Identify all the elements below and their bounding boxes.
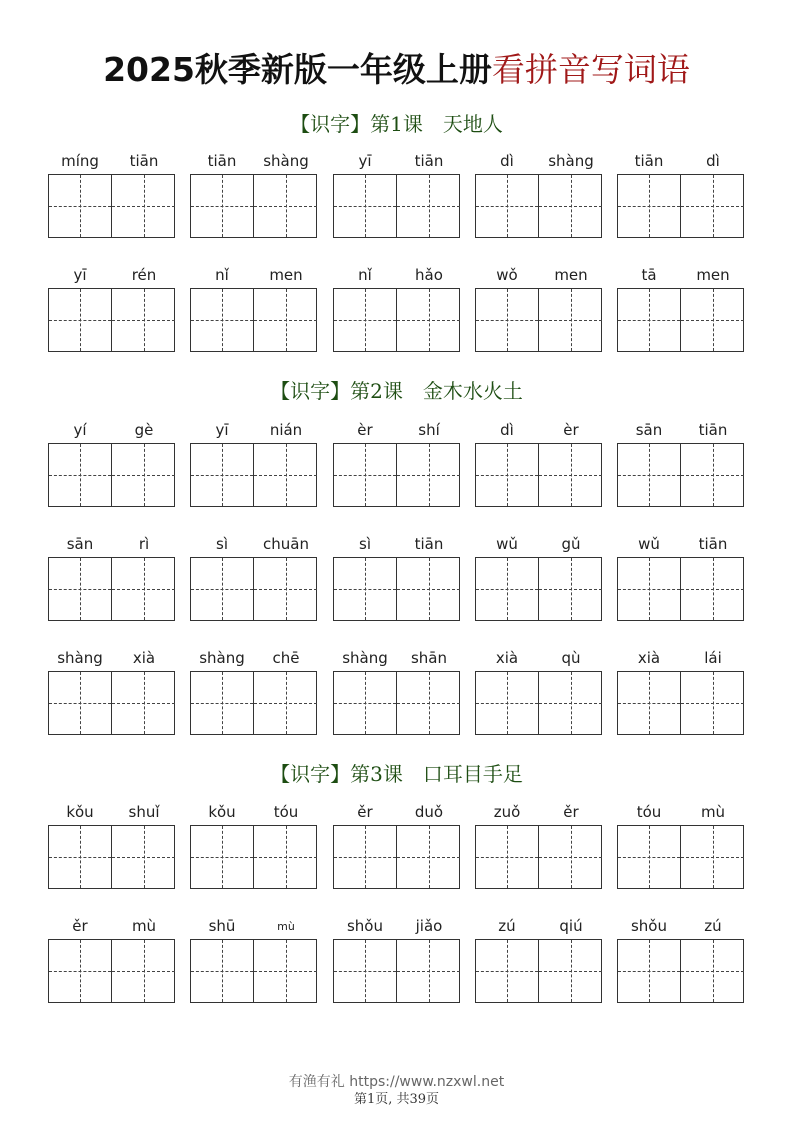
tian-zi-cell[interactable] <box>112 175 175 237</box>
tian-zi-cell[interactable] <box>49 826 112 888</box>
guide-line-horizontal <box>334 475 396 476</box>
guide-line-horizontal <box>112 971 175 972</box>
tian-zi-cell[interactable] <box>49 289 112 351</box>
tian-zi-cell[interactable] <box>618 826 681 888</box>
guide-line-horizontal <box>334 589 396 590</box>
pinyin-label: shàng <box>548 152 594 170</box>
word-row <box>48 535 748 625</box>
pinyin-label: qù <box>561 649 581 667</box>
word-item <box>48 266 176 356</box>
tian-zi-cell[interactable] <box>254 175 317 237</box>
tian-zi-cell[interactable] <box>397 444 460 506</box>
word-item <box>190 421 318 511</box>
pinyin-label: hǎo <box>415 266 443 284</box>
word-item <box>190 649 318 739</box>
pinyin-label: ěr <box>563 803 579 821</box>
writing-grid[interactable] <box>333 939 460 1003</box>
watermark: 有渔有礼 https://www.nzxwl.net <box>288 1074 505 1090</box>
tian-zi-cell[interactable] <box>191 826 254 888</box>
tian-zi-cell[interactable] <box>334 940 397 1002</box>
guide-line-horizontal <box>618 589 680 590</box>
writing-grid[interactable] <box>190 825 317 889</box>
tian-zi-cell[interactable] <box>334 444 397 506</box>
pinyin-label: xià <box>637 649 661 667</box>
word-item <box>333 917 461 1007</box>
word-item <box>48 649 176 739</box>
pinyin-label: tóu <box>273 803 299 821</box>
pinyin-label: gè <box>134 421 154 439</box>
tian-zi-cell[interactable] <box>681 444 744 506</box>
tian-zi-cell[interactable] <box>681 289 744 351</box>
guide-line-horizontal <box>49 589 111 590</box>
pinyin-label: nián <box>269 421 303 439</box>
pinyin-label: qiú <box>559 917 583 935</box>
guide-line-horizontal <box>112 206 175 207</box>
guide-line-horizontal <box>191 857 253 858</box>
tian-zi-cell[interactable] <box>254 672 317 734</box>
pinyin-label: shí <box>418 421 440 439</box>
guide-line-horizontal <box>476 703 538 704</box>
pinyin-label: shàng <box>263 152 309 170</box>
tian-zi-cell[interactable] <box>539 175 602 237</box>
tian-zi-cell[interactable] <box>476 672 539 734</box>
word-row <box>48 421 748 511</box>
guide-line-horizontal <box>618 971 680 972</box>
word-item <box>48 152 176 242</box>
pinyin-label: yī <box>215 421 229 439</box>
pinyin-label: tā <box>641 266 657 284</box>
pinyin-label: men <box>696 266 730 284</box>
guide-line-horizontal <box>191 475 253 476</box>
guide-line-horizontal <box>254 971 317 972</box>
guide-line-horizontal <box>539 320 602 321</box>
tian-zi-cell[interactable] <box>618 289 681 351</box>
tian-zi-cell[interactable] <box>191 940 254 1002</box>
guide-line-horizontal <box>618 206 680 207</box>
word-item <box>333 535 461 625</box>
word-item <box>475 917 603 1007</box>
guide-line-horizontal <box>476 206 538 207</box>
lesson-heading: 【识字】第1课 天地人 <box>290 112 503 136</box>
pinyin-label: zuǒ <box>493 803 521 821</box>
word-item <box>333 649 461 739</box>
word-item <box>190 803 318 893</box>
guide-line-horizontal <box>191 206 253 207</box>
guide-line-horizontal <box>191 703 253 704</box>
tian-zi-cell[interactable] <box>49 558 112 620</box>
title-black: 2025秋季新版一年级上册 <box>103 50 492 89</box>
pinyin-label: xià <box>495 649 519 667</box>
word-item <box>475 649 603 739</box>
writing-grid[interactable] <box>333 174 460 238</box>
guide-line-horizontal <box>49 475 111 476</box>
page-number: 第1页, 共39页 <box>353 1092 440 1107</box>
tian-zi-cell[interactable] <box>112 558 175 620</box>
lesson-heading: 【识字】第3课 口耳目手足 <box>270 762 523 786</box>
pinyin-label: tiān <box>129 152 159 170</box>
guide-line-horizontal <box>334 320 396 321</box>
pinyin-label: tiān <box>414 535 444 553</box>
pinyin-label: kǒu <box>208 803 236 821</box>
tian-zi-cell[interactable] <box>334 826 397 888</box>
tian-zi-cell[interactable] <box>334 289 397 351</box>
writing-grid[interactable] <box>617 671 744 735</box>
tian-zi-cell[interactable] <box>618 672 681 734</box>
tian-zi-cell[interactable] <box>681 672 744 734</box>
pinyin-label: tóu <box>636 803 662 821</box>
tian-zi-cell[interactable] <box>191 672 254 734</box>
pinyin-label: yī <box>358 152 372 170</box>
writing-grid[interactable] <box>617 939 744 1003</box>
guide-line-horizontal <box>681 857 744 858</box>
guide-line-horizontal <box>397 320 460 321</box>
guide-line-horizontal <box>397 703 460 704</box>
writing-grid[interactable] <box>48 288 175 352</box>
tian-zi-cell[interactable] <box>476 289 539 351</box>
page-title <box>0 44 793 91</box>
guide-line-horizontal <box>539 206 602 207</box>
pinyin-label: dì <box>500 152 514 170</box>
tian-zi-cell[interactable] <box>397 289 460 351</box>
word-item <box>617 803 745 893</box>
guide-line-horizontal <box>191 589 253 590</box>
pinyin-label: nǐ <box>215 266 229 284</box>
writing-grid[interactable] <box>333 671 460 735</box>
tian-zi-cell[interactable] <box>539 289 602 351</box>
guide-line-horizontal <box>539 971 602 972</box>
pinyin-label: sì <box>359 535 371 553</box>
tian-zi-cell[interactable] <box>476 940 539 1002</box>
pinyin-label: tiān <box>414 152 444 170</box>
pinyin-label: sān <box>66 535 94 553</box>
word-item <box>617 421 745 511</box>
tian-zi-cell[interactable] <box>681 175 744 237</box>
pinyin-label: ěr <box>72 917 88 935</box>
writing-grid[interactable] <box>190 443 317 507</box>
guide-line-horizontal <box>681 206 744 207</box>
guide-line-horizontal <box>334 703 396 704</box>
writing-grid[interactable] <box>190 288 317 352</box>
guide-line-horizontal <box>397 475 460 476</box>
guide-line-horizontal <box>112 475 175 476</box>
tian-zi-cell[interactable] <box>49 444 112 506</box>
guide-line-horizontal <box>618 703 680 704</box>
writing-grid[interactable] <box>48 825 175 889</box>
word-row <box>48 917 748 1007</box>
word-item <box>475 266 603 356</box>
pinyin-label: nǐ <box>358 266 372 284</box>
tian-zi-cell[interactable] <box>618 175 681 237</box>
word-item <box>48 421 176 511</box>
tian-zi-cell[interactable] <box>539 558 602 620</box>
guide-line-horizontal <box>112 703 175 704</box>
tian-zi-cell[interactable] <box>112 826 175 888</box>
pinyin-label: shān <box>410 649 448 667</box>
word-item <box>475 535 603 625</box>
guide-line-horizontal <box>476 320 538 321</box>
tian-zi-cell[interactable] <box>112 672 175 734</box>
pinyin-label: sì <box>216 535 228 553</box>
tian-zi-cell[interactable] <box>112 289 175 351</box>
tian-zi-cell[interactable] <box>397 826 460 888</box>
tian-zi-cell[interactable] <box>476 175 539 237</box>
tian-zi-cell[interactable] <box>397 175 460 237</box>
word-item <box>617 266 745 356</box>
tian-zi-cell[interactable] <box>334 672 397 734</box>
word-item <box>48 535 176 625</box>
guide-line-horizontal <box>397 971 460 972</box>
guide-line-horizontal <box>539 589 602 590</box>
word-item <box>190 917 318 1007</box>
tian-zi-cell[interactable] <box>476 558 539 620</box>
pinyin-label: yí <box>73 421 87 439</box>
word-item <box>190 266 318 356</box>
guide-line-horizontal <box>49 206 111 207</box>
pinyin-label: shǒu <box>346 917 383 935</box>
guide-line-horizontal <box>49 703 111 704</box>
guide-line-horizontal <box>191 320 253 321</box>
guide-line-horizontal <box>254 589 317 590</box>
guide-line-horizontal <box>618 320 680 321</box>
tian-zi-cell[interactable] <box>618 940 681 1002</box>
word-item <box>333 421 461 511</box>
pinyin-label: tiān <box>698 535 728 553</box>
pinyin-label: kǒu <box>66 803 94 821</box>
writing-grid[interactable] <box>475 671 602 735</box>
guide-line-horizontal <box>254 703 317 704</box>
word-item <box>48 917 176 1007</box>
guide-line-horizontal <box>618 475 680 476</box>
writing-grid[interactable] <box>333 825 460 889</box>
word-item <box>475 421 603 511</box>
tian-zi-cell[interactable] <box>191 289 254 351</box>
tian-zi-cell[interactable] <box>254 444 317 506</box>
word-row <box>48 803 748 893</box>
tian-zi-cell[interactable] <box>476 826 539 888</box>
tian-zi-cell[interactable] <box>334 558 397 620</box>
writing-grid[interactable] <box>190 174 317 238</box>
tian-zi-cell[interactable] <box>191 175 254 237</box>
guide-line-horizontal <box>397 589 460 590</box>
guide-line-horizontal <box>476 475 538 476</box>
tian-zi-cell[interactable] <box>397 558 460 620</box>
pinyin-label: mù <box>277 920 295 933</box>
pinyin-label: men <box>269 266 303 284</box>
tian-zi-cell[interactable] <box>49 672 112 734</box>
guide-line-horizontal <box>618 857 680 858</box>
word-item <box>190 535 318 625</box>
lesson-heading: 【识字】第2课 金木水火土 <box>270 379 523 403</box>
pinyin-label: sān <box>635 421 663 439</box>
guide-line-horizontal <box>254 320 317 321</box>
guide-line-horizontal <box>334 971 396 972</box>
pinyin-label: mù <box>131 917 157 935</box>
pinyin-label: lái <box>704 649 722 667</box>
pinyin-label: wǒ <box>496 266 518 284</box>
guide-line-horizontal <box>397 206 460 207</box>
writing-grid[interactable] <box>475 939 602 1003</box>
guide-line-horizontal <box>254 206 317 207</box>
tian-zi-cell[interactable] <box>334 175 397 237</box>
tian-zi-cell[interactable] <box>539 444 602 506</box>
tian-zi-cell[interactable] <box>397 672 460 734</box>
guide-line-horizontal <box>49 857 111 858</box>
word-row <box>48 152 748 242</box>
writing-grid[interactable] <box>48 671 175 735</box>
word-item <box>617 535 745 625</box>
pinyin-label: rì <box>138 535 150 553</box>
guide-line-horizontal <box>254 857 317 858</box>
tian-zi-cell[interactable] <box>681 558 744 620</box>
pinyin-label: jiǎo <box>415 917 443 935</box>
writing-grid[interactable] <box>48 174 175 238</box>
pinyin-label: tiān <box>698 421 728 439</box>
guide-line-horizontal <box>112 857 175 858</box>
pinyin-label: chuān <box>263 535 309 553</box>
word-item <box>48 803 176 893</box>
pinyin-label: xià <box>132 649 156 667</box>
writing-grid[interactable] <box>48 443 175 507</box>
pinyin-label: tiān <box>634 152 664 170</box>
writing-grid[interactable] <box>617 557 744 621</box>
tian-zi-cell[interactable] <box>476 444 539 506</box>
tian-zi-cell[interactable] <box>254 940 317 1002</box>
pinyin-label: tiān <box>207 152 237 170</box>
tian-zi-cell[interactable] <box>681 826 744 888</box>
guide-line-horizontal <box>49 971 111 972</box>
writing-grid[interactable] <box>190 939 317 1003</box>
tian-zi-cell[interactable] <box>254 826 317 888</box>
tian-zi-cell[interactable] <box>191 558 254 620</box>
tian-zi-cell[interactable] <box>681 940 744 1002</box>
writing-grid[interactable] <box>475 174 602 238</box>
tian-zi-cell[interactable] <box>539 826 602 888</box>
pinyin-label: dì <box>706 152 720 170</box>
pinyin-label: ěr <box>357 803 373 821</box>
writing-grid[interactable] <box>333 443 460 507</box>
word-item <box>333 803 461 893</box>
tian-zi-cell[interactable] <box>539 940 602 1002</box>
pinyin-label: chē <box>272 649 300 667</box>
word-row <box>48 649 748 739</box>
pinyin-label: èr <box>563 421 579 439</box>
tian-zi-cell[interactable] <box>49 940 112 1002</box>
word-item <box>617 917 745 1007</box>
tian-zi-cell[interactable] <box>397 940 460 1002</box>
pinyin-label: yī <box>73 266 87 284</box>
word-item <box>617 649 745 739</box>
pinyin-label: mù <box>700 803 726 821</box>
pinyin-label: shàng <box>199 649 245 667</box>
writing-grid[interactable] <box>48 557 175 621</box>
guide-line-horizontal <box>191 971 253 972</box>
guide-line-horizontal <box>681 475 744 476</box>
word-item <box>617 152 745 242</box>
guide-line-horizontal <box>334 857 396 858</box>
guide-line-horizontal <box>397 857 460 858</box>
tian-zi-cell[interactable] <box>191 444 254 506</box>
word-item <box>475 152 603 242</box>
guide-line-horizontal <box>539 857 602 858</box>
writing-grid[interactable] <box>617 443 744 507</box>
writing-grid[interactable] <box>475 443 602 507</box>
word-item <box>333 152 461 242</box>
guide-line-horizontal <box>681 971 744 972</box>
word-item <box>333 266 461 356</box>
tian-zi-cell[interactable] <box>254 289 317 351</box>
tian-zi-cell[interactable] <box>49 175 112 237</box>
guide-line-horizontal <box>49 320 111 321</box>
pinyin-label: rén <box>131 266 157 284</box>
writing-grid[interactable] <box>333 288 460 352</box>
guide-line-horizontal <box>476 857 538 858</box>
guide-line-horizontal <box>681 320 744 321</box>
writing-grid[interactable] <box>617 825 744 889</box>
tian-zi-cell[interactable] <box>254 558 317 620</box>
pinyin-label: shǒu <box>630 917 667 935</box>
title-red: 看拼音写词语 <box>491 50 690 89</box>
pinyin-label: míng <box>61 152 99 170</box>
guide-line-horizontal <box>681 703 744 704</box>
word-item <box>190 152 318 242</box>
word-item <box>475 803 603 893</box>
tian-zi-cell[interactable] <box>539 672 602 734</box>
tian-zi-cell[interactable] <box>112 940 175 1002</box>
writing-grid[interactable] <box>475 557 602 621</box>
word-row <box>48 266 748 356</box>
guide-line-horizontal <box>539 475 602 476</box>
pinyin-label: gǔ <box>561 535 581 553</box>
guide-line-horizontal <box>334 206 396 207</box>
pinyin-label: dì <box>500 421 514 439</box>
pinyin-label: men <box>554 266 588 284</box>
tian-zi-cell[interactable] <box>618 444 681 506</box>
writing-grid[interactable] <box>48 939 175 1003</box>
writing-grid[interactable] <box>617 174 744 238</box>
writing-grid[interactable] <box>190 671 317 735</box>
tian-zi-cell[interactable] <box>112 444 175 506</box>
pinyin-label: zú <box>498 917 516 935</box>
pinyin-label: shàng <box>57 649 103 667</box>
guide-line-horizontal <box>476 589 538 590</box>
guide-line-horizontal <box>254 475 317 476</box>
pinyin-label: wǔ <box>496 535 518 553</box>
writing-grid[interactable] <box>333 557 460 621</box>
pinyin-label: wǔ <box>638 535 660 553</box>
pinyin-label: shū <box>208 917 236 935</box>
writing-grid[interactable] <box>617 288 744 352</box>
guide-line-horizontal <box>476 971 538 972</box>
writing-grid[interactable] <box>190 557 317 621</box>
guide-line-horizontal <box>112 589 175 590</box>
guide-line-horizontal <box>112 320 175 321</box>
writing-grid[interactable] <box>475 825 602 889</box>
pinyin-label: èr <box>357 421 373 439</box>
pinyin-label: shuǐ <box>128 803 160 821</box>
guide-line-horizontal <box>681 589 744 590</box>
guide-line-horizontal <box>539 703 602 704</box>
pinyin-label: duǒ <box>414 803 444 821</box>
writing-grid[interactable] <box>475 288 602 352</box>
pinyin-label: shàng <box>342 649 388 667</box>
pinyin-label: zú <box>704 917 722 935</box>
tian-zi-cell[interactable] <box>618 558 681 620</box>
